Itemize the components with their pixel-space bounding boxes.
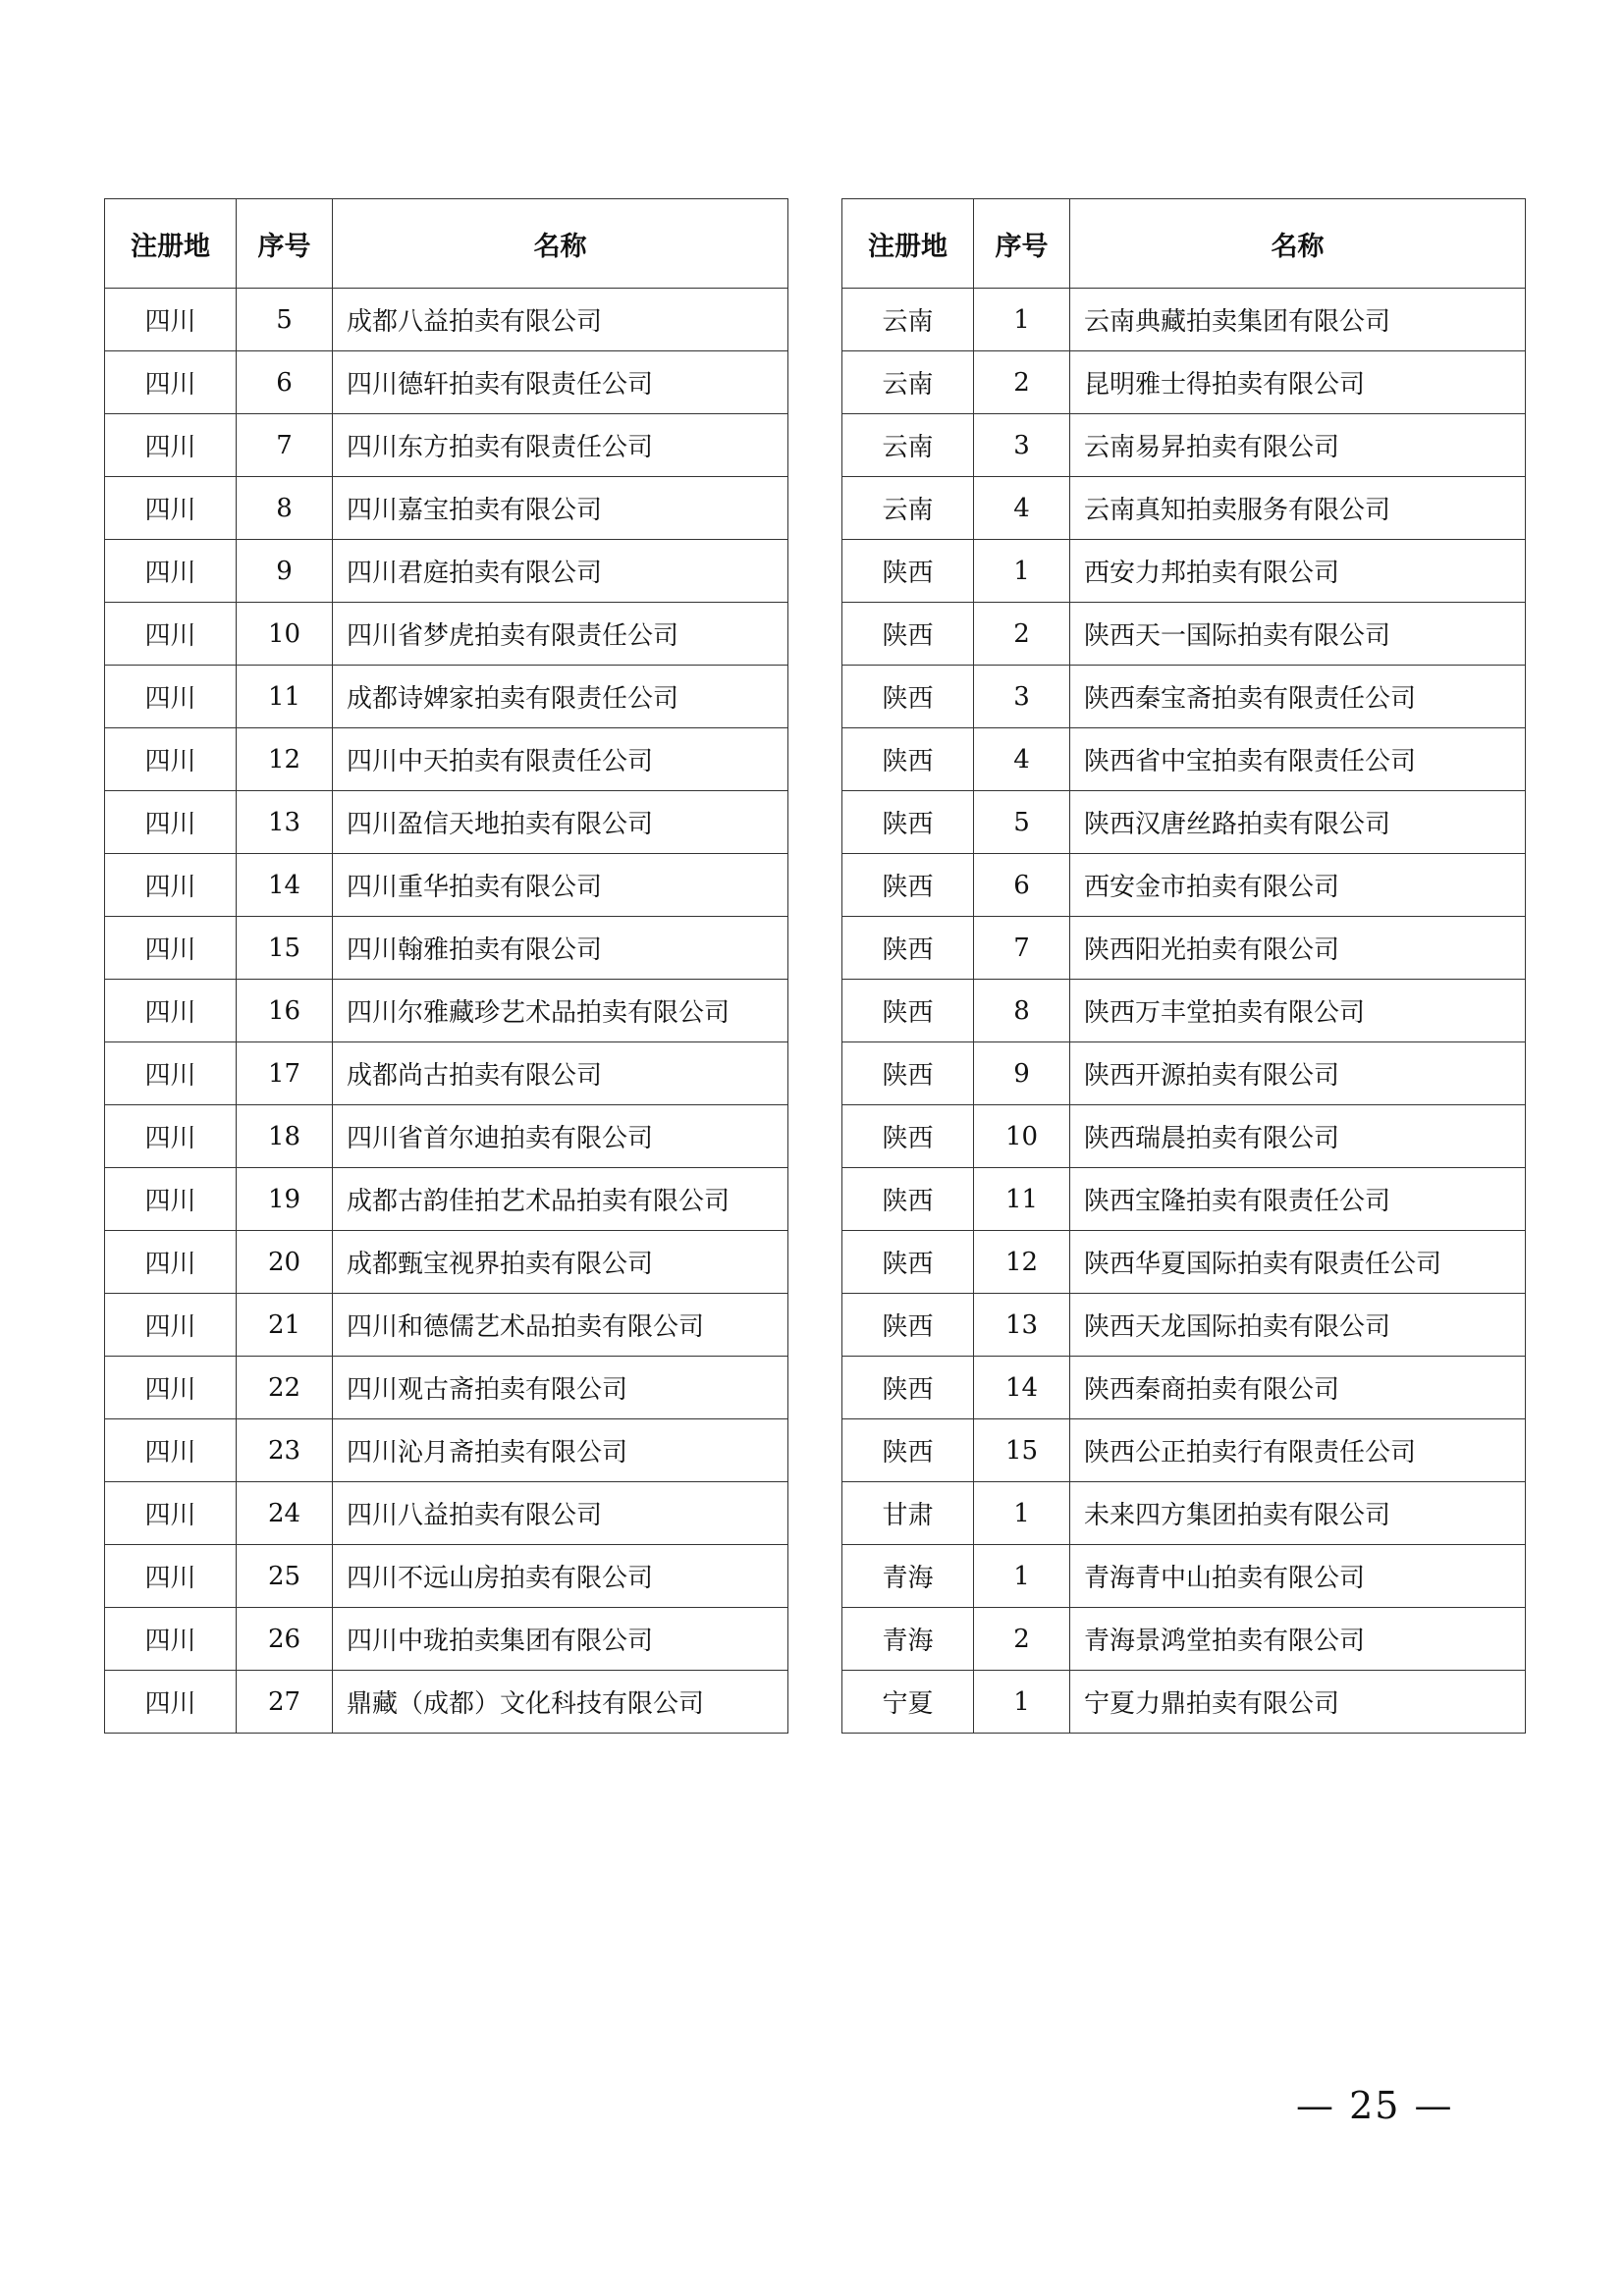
table-row (842, 477, 1526, 540)
table-row (842, 414, 1526, 477)
cell-name: 西安力邦拍卖有限公司 (1070, 540, 1526, 603)
cell-region: 四川 (105, 1419, 237, 1482)
cell-region: 陕西 (842, 980, 974, 1042)
cell-region: 四川 (105, 289, 237, 351)
cell-region: 四川 (105, 917, 237, 980)
cell-index: 3 (974, 414, 1070, 477)
cell-name: 四川不远山房拍卖有限公司 (333, 1545, 788, 1608)
cell-index: 5 (974, 791, 1070, 854)
cell-name: 云南典藏拍卖集团有限公司 (1070, 289, 1526, 351)
cell-region: 青海 (842, 1545, 974, 1608)
cell-index: 16 (237, 980, 333, 1042)
cell-region: 四川 (105, 854, 237, 917)
left-table (104, 198, 788, 1734)
table-row (105, 980, 788, 1042)
cell-index: 5 (237, 289, 333, 351)
cell-region: 四川 (105, 1357, 237, 1419)
table-row (105, 1608, 788, 1671)
cell-index: 12 (974, 1231, 1070, 1294)
cell-name: 陕西秦商拍卖有限公司 (1070, 1357, 1526, 1419)
cell-name: 陕西秦宝斋拍卖有限责任公司 (1070, 666, 1526, 728)
cell-name: 成都古韵佳拍艺术品拍卖有限公司 (333, 1168, 788, 1231)
cell-name: 成都甄宝视界拍卖有限公司 (333, 1231, 788, 1294)
cell-index: 2 (974, 603, 1070, 666)
cell-name: 未来四方集团拍卖有限公司 (1070, 1482, 1526, 1545)
table-row (105, 1231, 788, 1294)
cell-region: 四川 (105, 1231, 237, 1294)
table-row (105, 1105, 788, 1168)
cell-index: 13 (974, 1294, 1070, 1357)
cell-index: 14 (974, 1357, 1070, 1419)
cell-region: 四川 (105, 1482, 237, 1545)
cell-region: 陕西 (842, 1357, 974, 1419)
cell-region: 云南 (842, 351, 974, 414)
table-row (842, 289, 1526, 351)
cell-region: 陕西 (842, 1419, 974, 1482)
cell-name: 成都诗婢家拍卖有限责任公司 (333, 666, 788, 728)
cell-region: 宁夏 (842, 1671, 974, 1734)
header-name: 名称 (1070, 199, 1526, 289)
table-row (105, 917, 788, 980)
cell-region: 四川 (105, 1608, 237, 1671)
cell-index: 22 (237, 1357, 333, 1419)
cell-index: 9 (974, 1042, 1070, 1105)
cell-name: 青海青中山拍卖有限公司 (1070, 1545, 1526, 1608)
cell-region: 陕西 (842, 540, 974, 603)
table-row (105, 728, 788, 791)
cell-name: 陕西万丰堂拍卖有限公司 (1070, 980, 1526, 1042)
table-row (105, 1482, 788, 1545)
table-row (105, 1042, 788, 1105)
cell-region: 四川 (105, 728, 237, 791)
cell-region: 四川 (105, 1294, 237, 1357)
cell-index: 6 (237, 351, 333, 414)
cell-region: 四川 (105, 603, 237, 666)
cell-index: 1 (974, 1671, 1070, 1734)
table-row (842, 1482, 1526, 1545)
cell-index: 25 (237, 1545, 333, 1608)
table-row (105, 1671, 788, 1734)
table-row (105, 791, 788, 854)
table-row (842, 1168, 1526, 1231)
cell-index: 7 (974, 917, 1070, 980)
cell-name: 四川和德儒艺术品拍卖有限公司 (333, 1294, 788, 1357)
cell-name: 四川翰雅拍卖有限公司 (333, 917, 788, 980)
table-row (842, 1105, 1526, 1168)
cell-name: 成都尚古拍卖有限公司 (333, 1042, 788, 1105)
cell-index: 3 (974, 666, 1070, 728)
cell-name: 四川德轩拍卖有限责任公司 (333, 351, 788, 414)
cell-region: 陕西 (842, 666, 974, 728)
table-row (105, 477, 788, 540)
cell-name: 四川中珑拍卖集团有限公司 (333, 1608, 788, 1671)
cell-index: 24 (237, 1482, 333, 1545)
cell-name: 陕西宝隆拍卖有限责任公司 (1070, 1168, 1526, 1231)
cell-name: 四川观古斋拍卖有限公司 (333, 1357, 788, 1419)
table-row (105, 666, 788, 728)
cell-index: 15 (237, 917, 333, 980)
cell-name: 陕西公正拍卖行有限责任公司 (1070, 1419, 1526, 1482)
table-row (105, 289, 788, 351)
cell-index: 1 (974, 1482, 1070, 1545)
page-number: — 25 — (1296, 2084, 1454, 2127)
cell-index: 19 (237, 1168, 333, 1231)
cell-index: 9 (237, 540, 333, 603)
cell-name: 四川省梦虎拍卖有限责任公司 (333, 603, 788, 666)
cell-name: 陕西阳光拍卖有限公司 (1070, 917, 1526, 980)
table-row (105, 1294, 788, 1357)
table-row (842, 540, 1526, 603)
cell-name: 青海景鸿堂拍卖有限公司 (1070, 1608, 1526, 1671)
cell-name: 四川沁月斋拍卖有限公司 (333, 1419, 788, 1482)
cell-region: 陕西 (842, 1105, 974, 1168)
table-row (842, 1545, 1526, 1608)
cell-index: 18 (237, 1105, 333, 1168)
cell-index: 11 (237, 666, 333, 728)
table-row (842, 791, 1526, 854)
cell-region: 陕西 (842, 1231, 974, 1294)
table-row (842, 1042, 1526, 1105)
cell-name: 陕西省中宝拍卖有限责任公司 (1070, 728, 1526, 791)
cell-index: 4 (974, 728, 1070, 791)
table-row (842, 666, 1526, 728)
cell-region: 陕西 (842, 1294, 974, 1357)
cell-name: 四川盈信天地拍卖有限公司 (333, 791, 788, 854)
table-row (105, 1545, 788, 1608)
cell-region: 陕西 (842, 791, 974, 854)
cell-region: 四川 (105, 1105, 237, 1168)
header-region: 注册地 (842, 199, 974, 289)
cell-index: 6 (974, 854, 1070, 917)
cell-name: 四川省首尔迪拍卖有限公司 (333, 1105, 788, 1168)
cell-index: 27 (237, 1671, 333, 1734)
table-row (842, 980, 1526, 1042)
table-row (842, 917, 1526, 980)
cell-name: 鼎藏（成都）文化科技有限公司 (333, 1671, 788, 1734)
table-row (105, 351, 788, 414)
cell-name: 西安金市拍卖有限公司 (1070, 854, 1526, 917)
cell-index: 14 (237, 854, 333, 917)
right-table (841, 198, 1526, 1734)
cell-name: 四川中天拍卖有限责任公司 (333, 728, 788, 791)
cell-region: 陕西 (842, 1168, 974, 1231)
cell-index: 13 (237, 791, 333, 854)
table-row (105, 1357, 788, 1419)
table-row (842, 1357, 1526, 1419)
cell-name: 陕西华夏国际拍卖有限责任公司 (1070, 1231, 1526, 1294)
cell-index: 15 (974, 1419, 1070, 1482)
cell-index: 17 (237, 1042, 333, 1105)
cell-region: 陕西 (842, 917, 974, 980)
cell-region: 四川 (105, 1042, 237, 1105)
cell-index: 12 (237, 728, 333, 791)
table-row (842, 1419, 1526, 1482)
cell-name: 四川嘉宝拍卖有限公司 (333, 477, 788, 540)
cell-name: 四川重华拍卖有限公司 (333, 854, 788, 917)
cell-region: 四川 (105, 351, 237, 414)
table-row (105, 854, 788, 917)
cell-index: 21 (237, 1294, 333, 1357)
cell-region: 四川 (105, 540, 237, 603)
table-row (842, 854, 1526, 917)
cell-region: 四川 (105, 414, 237, 477)
cell-name: 四川八益拍卖有限公司 (333, 1482, 788, 1545)
cell-index: 20 (237, 1231, 333, 1294)
table-row (842, 1294, 1526, 1357)
cell-name: 昆明雅士得拍卖有限公司 (1070, 351, 1526, 414)
cell-index: 11 (974, 1168, 1070, 1231)
cell-index: 8 (237, 477, 333, 540)
table-header-row (842, 199, 1526, 289)
table-row (105, 540, 788, 603)
cell-name: 四川尔雅藏珍艺术品拍卖有限公司 (333, 980, 788, 1042)
cell-region: 陕西 (842, 728, 974, 791)
cell-name: 四川东方拍卖有限责任公司 (333, 414, 788, 477)
cell-index: 26 (237, 1608, 333, 1671)
cell-region: 陕西 (842, 854, 974, 917)
table-header-row (105, 199, 788, 289)
cell-region: 云南 (842, 414, 974, 477)
table-row (842, 351, 1526, 414)
cell-name: 陕西天龙国际拍卖有限公司 (1070, 1294, 1526, 1357)
cell-index: 4 (974, 477, 1070, 540)
header-region: 注册地 (105, 199, 237, 289)
cell-region: 四川 (105, 1671, 237, 1734)
cell-region: 四川 (105, 1168, 237, 1231)
cell-index: 1 (974, 289, 1070, 351)
cell-name: 云南真知拍卖服务有限公司 (1070, 477, 1526, 540)
cell-region: 云南 (842, 477, 974, 540)
cell-region: 陕西 (842, 603, 974, 666)
header-name: 名称 (333, 199, 788, 289)
table-row (105, 1419, 788, 1482)
table-row (842, 603, 1526, 666)
cell-index: 23 (237, 1419, 333, 1482)
cell-region: 四川 (105, 666, 237, 728)
table-row (842, 728, 1526, 791)
cell-index: 2 (974, 351, 1070, 414)
cell-region: 陕西 (842, 1042, 974, 1105)
cell-region: 四川 (105, 477, 237, 540)
header-index: 序号 (237, 199, 333, 289)
cell-name: 宁夏力鼎拍卖有限公司 (1070, 1671, 1526, 1734)
cell-name: 云南易昇拍卖有限公司 (1070, 414, 1526, 477)
cell-region: 四川 (105, 791, 237, 854)
cell-region: 云南 (842, 289, 974, 351)
table-row (105, 1168, 788, 1231)
cell-index: 10 (237, 603, 333, 666)
cell-name: 陕西瑞晨拍卖有限公司 (1070, 1105, 1526, 1168)
cell-index: 10 (974, 1105, 1070, 1168)
header-index: 序号 (974, 199, 1070, 289)
cell-name: 成都八益拍卖有限公司 (333, 289, 788, 351)
cell-region: 青海 (842, 1608, 974, 1671)
cell-region: 四川 (105, 1545, 237, 1608)
table-row (105, 414, 788, 477)
cell-name: 陕西天一国际拍卖有限公司 (1070, 603, 1526, 666)
cell-index: 2 (974, 1608, 1070, 1671)
table-row (842, 1671, 1526, 1734)
table-row (842, 1608, 1526, 1671)
cell-index: 1 (974, 540, 1070, 603)
cell-index: 8 (974, 980, 1070, 1042)
cell-name: 陕西开源拍卖有限公司 (1070, 1042, 1526, 1105)
cell-name: 陕西汉唐丝路拍卖有限公司 (1070, 791, 1526, 854)
cell-name: 四川君庭拍卖有限公司 (333, 540, 788, 603)
cell-index: 7 (237, 414, 333, 477)
table-row (105, 603, 788, 666)
cell-region: 四川 (105, 980, 237, 1042)
cell-index: 1 (974, 1545, 1070, 1608)
table-row (842, 1231, 1526, 1294)
cell-region: 甘肃 (842, 1482, 974, 1545)
